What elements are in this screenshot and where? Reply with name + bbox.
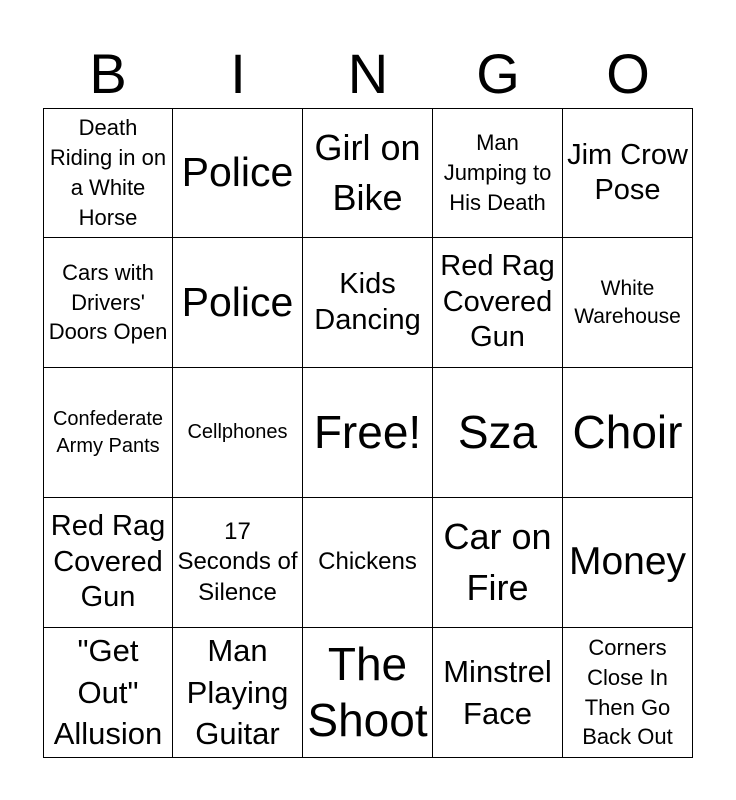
bingo-cell[interactable] [43, 498, 173, 628]
bingo-cell[interactable] [43, 108, 173, 238]
cell-text: Girl on Bike [314, 126, 421, 218]
bingo-cell[interactable] [173, 238, 303, 368]
cell-text: Police [181, 278, 294, 325]
bingo-cell[interactable] [43, 238, 173, 368]
cell-text: Man Playing Guitar [186, 633, 289, 752]
bingo-cell[interactable] [173, 628, 303, 758]
cell-text: Confederate Army Pants [52, 408, 164, 457]
bingo-cell[interactable] [433, 108, 563, 238]
bingo-cell[interactable] [303, 238, 433, 368]
bingo-cell[interactable] [433, 238, 563, 368]
cell-text: Cellphones [187, 421, 288, 444]
header-letter-n: N [347, 42, 389, 105]
bingo-cell[interactable] [563, 628, 693, 758]
cell-text: Sza [457, 405, 538, 458]
bingo-cell[interactable] [173, 498, 303, 628]
bingo-cell[interactable] [563, 108, 693, 238]
cell-text: Man Jumping to His Death [443, 130, 552, 215]
cell-text: Police [181, 149, 294, 196]
cell-text: Money [568, 540, 687, 584]
cell-text: Kids Dancing [314, 268, 421, 336]
bingo-cell[interactable] [173, 368, 303, 498]
bingo-cell[interactable] [563, 498, 693, 628]
cell-text: White Warehouse [574, 277, 681, 328]
cell-text: Choir [572, 405, 683, 458]
cell-text: Car on Fire [443, 516, 552, 608]
bingo-cell[interactable] [433, 628, 563, 758]
bingo-cell[interactable] [303, 498, 433, 628]
cell-text: Corners Close In Then Go Back Out [582, 634, 673, 750]
bingo-cell[interactable] [43, 628, 173, 758]
free-space[interactable] [303, 368, 433, 498]
cell-text: Cars with Drivers' Doors Open [48, 259, 168, 345]
cell-text: Red Rag Covered Gun [50, 510, 166, 614]
bingo-header [43, 40, 693, 108]
cell-text: Red Rag Covered Gun [440, 250, 555, 354]
header-letter-b: B [89, 42, 127, 105]
cell-text: Jim Crow Pose [567, 138, 688, 206]
bingo-cell[interactable] [173, 108, 303, 238]
cell-text: "Get Out" Allusion [53, 633, 163, 752]
cell-text: 17 Seconds of Silence [177, 518, 298, 606]
cell-text: Death Riding in on a White Horse [49, 115, 167, 230]
bingo-cell[interactable] [563, 368, 693, 498]
bingo-cell[interactable] [43, 368, 173, 498]
bingo-cell[interactable] [303, 108, 433, 238]
cell-text: Chickens [318, 548, 417, 576]
bingo-cell[interactable] [303, 628, 433, 758]
bingo-cell[interactable] [563, 238, 693, 368]
cell-text: The Shoot [307, 638, 428, 746]
bingo-board [43, 108, 693, 758]
bingo-cell[interactable] [433, 368, 563, 498]
header-letter-i: I [230, 42, 246, 105]
cell-text: Minstrel Face [443, 653, 552, 731]
header-letter-g: G [476, 42, 520, 105]
cell-text: Free! [313, 405, 422, 458]
header-letter-o: O [606, 42, 650, 105]
bingo-cell[interactable] [433, 498, 563, 628]
